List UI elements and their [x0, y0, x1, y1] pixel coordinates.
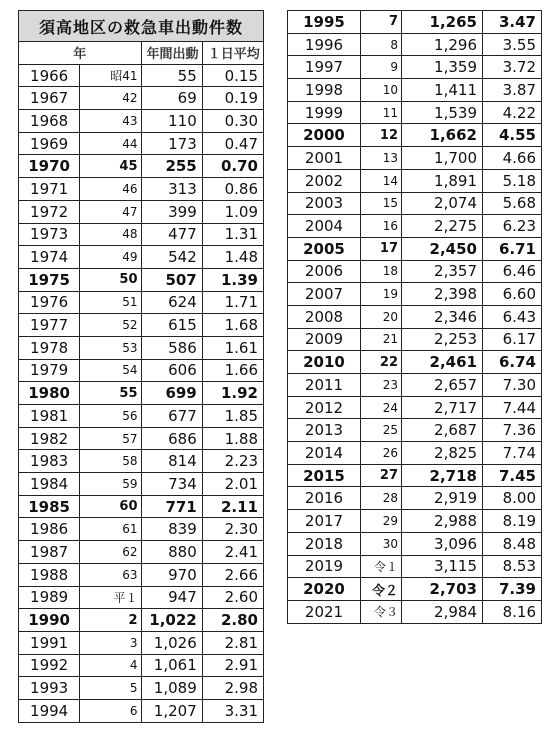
year-cell: 2008 [288, 305, 361, 328]
count-cell: 55 [141, 64, 202, 87]
count-cell: 2,657 [402, 374, 483, 397]
era-cell: 50 [80, 268, 141, 291]
title-row [19, 11, 264, 42]
table-row [288, 147, 542, 170]
avg-cell: 5.68 [483, 192, 542, 215]
count-cell: 255 [141, 155, 202, 178]
avg-cell: 1.66 [202, 359, 263, 382]
era-cell: 昭41 [80, 64, 141, 87]
avg-cell: 2.66 [202, 563, 263, 586]
avg-cell: 4.55 [483, 124, 542, 147]
era-cell: 51 [80, 291, 141, 314]
table-row [288, 260, 542, 283]
count-cell: 2,253 [402, 328, 483, 351]
table-title: 須高地区の救急車出動件数 [19, 11, 264, 42]
era-cell: 60 [80, 495, 141, 518]
count-cell: 699 [141, 382, 202, 405]
table-row [288, 600, 542, 623]
table-row [288, 442, 542, 465]
table-row [288, 396, 542, 419]
year-cell: 2014 [288, 442, 361, 465]
table-row [19, 450, 264, 473]
year-cell: 2000 [288, 124, 361, 147]
era-cell: 平１ [80, 586, 141, 609]
count-cell: 1,700 [402, 147, 483, 170]
avg-cell: 2.41 [202, 541, 263, 564]
avg-cell: 6.71 [483, 237, 542, 260]
table-row [19, 314, 264, 337]
era-cell: 29 [361, 510, 402, 533]
table-row [288, 283, 542, 306]
year-cell: 2002 [288, 169, 361, 192]
year-cell: 1977 [19, 314, 80, 337]
count-cell: 880 [141, 541, 202, 564]
count-cell: 1,061 [141, 654, 202, 677]
year-cell: 1967 [19, 87, 80, 110]
avg-cell: 2.81 [202, 631, 263, 654]
avg-cell: 7.44 [483, 396, 542, 419]
count-cell: 2,275 [402, 215, 483, 238]
avg-cell: 8.48 [483, 532, 542, 555]
count-cell: 1,207 [141, 699, 202, 722]
table-row [288, 215, 542, 238]
year-cell: 2019 [288, 555, 361, 578]
table-row [288, 56, 542, 79]
year-cell: 2005 [288, 237, 361, 260]
count-cell: 313 [141, 178, 202, 201]
era-cell: 21 [361, 328, 402, 351]
table-row [19, 563, 264, 586]
table-row [19, 427, 264, 450]
year-cell: 1968 [19, 110, 80, 133]
count-cell: 734 [141, 473, 202, 496]
avg-cell: 6.60 [483, 283, 542, 306]
year-cell: 1991 [19, 631, 80, 654]
table-row [288, 351, 542, 374]
avg-cell: 3.87 [483, 79, 542, 102]
era-cell: 11 [361, 101, 402, 124]
year-cell: 2003 [288, 192, 361, 215]
table-row [19, 473, 264, 496]
era-cell: 13 [361, 147, 402, 170]
era-cell: 55 [80, 382, 141, 405]
year-cell: 1978 [19, 336, 80, 359]
year-cell: 1973 [19, 223, 80, 246]
avg-cell: 1.31 [202, 223, 263, 246]
count-cell: 2,450 [402, 237, 483, 260]
avg-cell: 8.16 [483, 600, 542, 623]
avg-cell: 6.74 [483, 351, 542, 374]
era-cell: 62 [80, 541, 141, 564]
count-cell: 2,919 [402, 487, 483, 510]
year-cell: 1993 [19, 677, 80, 700]
era-cell: 46 [80, 178, 141, 201]
avg-cell: 3.47 [483, 11, 542, 34]
avg-cell: 2.80 [202, 609, 263, 632]
era-cell: 44 [80, 132, 141, 155]
era-cell: 14 [361, 169, 402, 192]
era-cell: 27 [361, 464, 402, 487]
era-cell: 59 [80, 473, 141, 496]
year-cell: 1998 [288, 79, 361, 102]
era-cell: 61 [80, 518, 141, 541]
era-cell: 43 [80, 110, 141, 133]
right-table-body [288, 11, 542, 624]
year-cell: 1979 [19, 359, 80, 382]
table-row [288, 464, 542, 487]
year-cell: 1970 [19, 155, 80, 178]
ambulance-table-left [18, 10, 264, 723]
count-cell: 2,718 [402, 464, 483, 487]
era-cell: 58 [80, 450, 141, 473]
count-cell: 542 [141, 246, 202, 269]
count-cell: 1,089 [141, 677, 202, 700]
table-row [19, 405, 264, 428]
era-cell: 18 [361, 260, 402, 283]
year-cell: 2020 [288, 578, 361, 601]
avg-cell: 1.48 [202, 246, 263, 269]
era-cell: 63 [80, 563, 141, 586]
table-row [288, 101, 542, 124]
count-cell: 1,296 [402, 33, 483, 56]
avg-cell: 2.60 [202, 586, 263, 609]
year-cell: 1989 [19, 586, 80, 609]
count-cell: 2,984 [402, 600, 483, 623]
era-cell: 15 [361, 192, 402, 215]
year-cell: 1987 [19, 541, 80, 564]
year-cell: 1986 [19, 518, 80, 541]
era-cell: 22 [361, 351, 402, 374]
count-cell: 1,891 [402, 169, 483, 192]
era-cell: 52 [80, 314, 141, 337]
count-cell: 686 [141, 427, 202, 450]
avg-cell: 0.70 [202, 155, 263, 178]
table-row [19, 64, 264, 87]
era-cell: 30 [361, 532, 402, 555]
table-row [19, 382, 264, 405]
avg-cell: 7.39 [483, 578, 542, 601]
avg-cell: 2.91 [202, 654, 263, 677]
count-cell: 970 [141, 563, 202, 586]
table-row [288, 192, 542, 215]
year-cell: 2004 [288, 215, 361, 238]
count-cell: 606 [141, 359, 202, 382]
era-cell: 12 [361, 124, 402, 147]
table-row [19, 110, 264, 133]
era-cell: 56 [80, 405, 141, 428]
table-row [288, 328, 542, 351]
era-cell: 7 [361, 11, 402, 34]
count-cell: 2,687 [402, 419, 483, 442]
era-cell: 24 [361, 396, 402, 419]
year-cell: 1983 [19, 450, 80, 473]
year-cell: 1982 [19, 427, 80, 450]
avg-cell: 6.46 [483, 260, 542, 283]
avg-cell: 4.66 [483, 147, 542, 170]
table-row [19, 268, 264, 291]
table-row [288, 124, 542, 147]
avg-cell: 1.92 [202, 382, 263, 405]
era-cell: 3 [80, 631, 141, 654]
count-cell: 2,988 [402, 510, 483, 533]
avg-cell: 6.23 [483, 215, 542, 238]
count-cell: 677 [141, 405, 202, 428]
header-avg: １日平均 [202, 42, 263, 65]
count-cell: 947 [141, 586, 202, 609]
year-cell: 1990 [19, 609, 80, 632]
table-row [288, 169, 542, 192]
era-cell: 45 [80, 155, 141, 178]
count-cell: 1,022 [141, 609, 202, 632]
table-row [288, 11, 542, 34]
left-table-body [19, 64, 264, 722]
avg-cell: 7.36 [483, 419, 542, 442]
count-cell: 1,662 [402, 124, 483, 147]
header-count: 年間出動 [141, 42, 202, 65]
year-cell: 2015 [288, 464, 361, 487]
count-cell: 1,359 [402, 56, 483, 79]
era-cell: 令２ [361, 578, 402, 601]
avg-cell: 3.72 [483, 56, 542, 79]
avg-cell: 0.15 [202, 64, 263, 87]
table-row [19, 654, 264, 677]
table-row [288, 510, 542, 533]
avg-cell: 7.74 [483, 442, 542, 465]
era-cell: 28 [361, 487, 402, 510]
era-cell: 53 [80, 336, 141, 359]
table-row [288, 305, 542, 328]
count-cell: 477 [141, 223, 202, 246]
table-row [288, 237, 542, 260]
count-cell: 2,461 [402, 351, 483, 374]
table-row [19, 178, 264, 201]
era-cell: 49 [80, 246, 141, 269]
count-cell: 814 [141, 450, 202, 473]
avg-cell: 8.00 [483, 487, 542, 510]
avg-cell: 1.39 [202, 268, 263, 291]
era-cell: 2 [80, 609, 141, 632]
count-cell: 2,346 [402, 305, 483, 328]
count-cell: 507 [141, 268, 202, 291]
year-cell: 1971 [19, 178, 80, 201]
era-cell: 20 [361, 305, 402, 328]
year-cell: 2007 [288, 283, 361, 306]
year-cell: 2001 [288, 147, 361, 170]
table-row [19, 677, 264, 700]
avg-cell: 0.30 [202, 110, 263, 133]
table-row [288, 374, 542, 397]
era-cell: 25 [361, 419, 402, 442]
year-cell: 1969 [19, 132, 80, 155]
avg-cell: 1.09 [202, 200, 263, 223]
avg-cell: 1.85 [202, 405, 263, 428]
table-row [19, 359, 264, 382]
count-cell: 3,096 [402, 532, 483, 555]
year-cell: 1976 [19, 291, 80, 314]
era-cell: 6 [80, 699, 141, 722]
count-cell: 2,357 [402, 260, 483, 283]
header-year: 年 [19, 42, 142, 65]
count-cell: 1,265 [402, 11, 483, 34]
count-cell: 399 [141, 200, 202, 223]
table-row [19, 223, 264, 246]
header-row [19, 42, 264, 65]
year-cell: 1988 [19, 563, 80, 586]
avg-cell: 1.88 [202, 427, 263, 450]
avg-cell: 7.45 [483, 464, 542, 487]
avg-cell: 6.43 [483, 305, 542, 328]
table-row [288, 487, 542, 510]
year-cell: 1984 [19, 473, 80, 496]
era-cell: 令１ [361, 555, 402, 578]
year-cell: 2006 [288, 260, 361, 283]
avg-cell: 2.23 [202, 450, 263, 473]
table-row [288, 33, 542, 56]
era-cell: 19 [361, 283, 402, 306]
era-cell: 令３ [361, 600, 402, 623]
table-row [19, 609, 264, 632]
table-row [19, 336, 264, 359]
year-cell: 2017 [288, 510, 361, 533]
table-row [19, 155, 264, 178]
avg-cell: 2.11 [202, 495, 263, 518]
avg-cell: 3.55 [483, 33, 542, 56]
avg-cell: 1.61 [202, 336, 263, 359]
count-cell: 2,825 [402, 442, 483, 465]
year-cell: 2009 [288, 328, 361, 351]
year-cell: 1966 [19, 64, 80, 87]
era-cell: 10 [361, 79, 402, 102]
table-row [19, 132, 264, 155]
table-row [288, 419, 542, 442]
year-cell: 1992 [19, 654, 80, 677]
count-cell: 2,703 [402, 578, 483, 601]
year-cell: 2021 [288, 600, 361, 623]
era-cell: 42 [80, 87, 141, 110]
year-cell: 1996 [288, 33, 361, 56]
table-row [288, 578, 542, 601]
era-cell: 9 [361, 56, 402, 79]
count-cell: 173 [141, 132, 202, 155]
table-row [19, 699, 264, 722]
year-cell: 1981 [19, 405, 80, 428]
era-cell: 57 [80, 427, 141, 450]
table-row [19, 586, 264, 609]
count-cell: 624 [141, 291, 202, 314]
table-row [19, 291, 264, 314]
year-cell: 1995 [288, 11, 361, 34]
count-cell: 1,411 [402, 79, 483, 102]
year-cell: 2013 [288, 419, 361, 442]
table-row [288, 555, 542, 578]
era-cell: 16 [361, 215, 402, 238]
avg-cell: 4.22 [483, 101, 542, 124]
avg-cell: 7.30 [483, 374, 542, 397]
year-cell: 2012 [288, 396, 361, 419]
avg-cell: 2.30 [202, 518, 263, 541]
count-cell: 110 [141, 110, 202, 133]
table-row [19, 518, 264, 541]
year-cell: 2016 [288, 487, 361, 510]
era-cell: 54 [80, 359, 141, 382]
year-cell: 1974 [19, 246, 80, 269]
count-cell: 1,539 [402, 101, 483, 124]
year-cell: 2011 [288, 374, 361, 397]
count-cell: 1,026 [141, 631, 202, 654]
table-row [19, 495, 264, 518]
year-cell: 1980 [19, 382, 80, 405]
avg-cell: 8.19 [483, 510, 542, 533]
year-cell: 2010 [288, 351, 361, 374]
avg-cell: 0.86 [202, 178, 263, 201]
count-cell: 2,398 [402, 283, 483, 306]
count-cell: 615 [141, 314, 202, 337]
ambulance-table-right [287, 10, 542, 624]
table-row [19, 631, 264, 654]
era-cell: 8 [361, 33, 402, 56]
year-cell: 1997 [288, 56, 361, 79]
avg-cell: 2.98 [202, 677, 263, 700]
table-row [288, 532, 542, 555]
table-row [19, 87, 264, 110]
avg-cell: 8.53 [483, 555, 542, 578]
era-cell: 4 [80, 654, 141, 677]
table-row [19, 541, 264, 564]
avg-cell: 5.18 [483, 169, 542, 192]
count-cell: 2,074 [402, 192, 483, 215]
count-cell: 586 [141, 336, 202, 359]
avg-cell: 6.17 [483, 328, 542, 351]
year-cell: 1972 [19, 200, 80, 223]
avg-cell: 1.71 [202, 291, 263, 314]
table-row [19, 246, 264, 269]
year-cell: 2018 [288, 532, 361, 555]
year-cell: 1975 [19, 268, 80, 291]
year-cell: 1994 [19, 699, 80, 722]
era-cell: 23 [361, 374, 402, 397]
era-cell: 17 [361, 237, 402, 260]
avg-cell: 2.01 [202, 473, 263, 496]
count-cell: 2,717 [402, 396, 483, 419]
avg-cell: 3.31 [202, 699, 263, 722]
era-cell: 48 [80, 223, 141, 246]
era-cell: 47 [80, 200, 141, 223]
era-cell: 26 [361, 442, 402, 465]
year-cell: 1985 [19, 495, 80, 518]
table-row [288, 79, 542, 102]
count-cell: 3,115 [402, 555, 483, 578]
avg-cell: 0.47 [202, 132, 263, 155]
table-row [19, 200, 264, 223]
avg-cell: 1.68 [202, 314, 263, 337]
count-cell: 771 [141, 495, 202, 518]
count-cell: 69 [141, 87, 202, 110]
year-cell: 1999 [288, 101, 361, 124]
era-cell: 5 [80, 677, 141, 700]
count-cell: 839 [141, 518, 202, 541]
avg-cell: 0.19 [202, 87, 263, 110]
